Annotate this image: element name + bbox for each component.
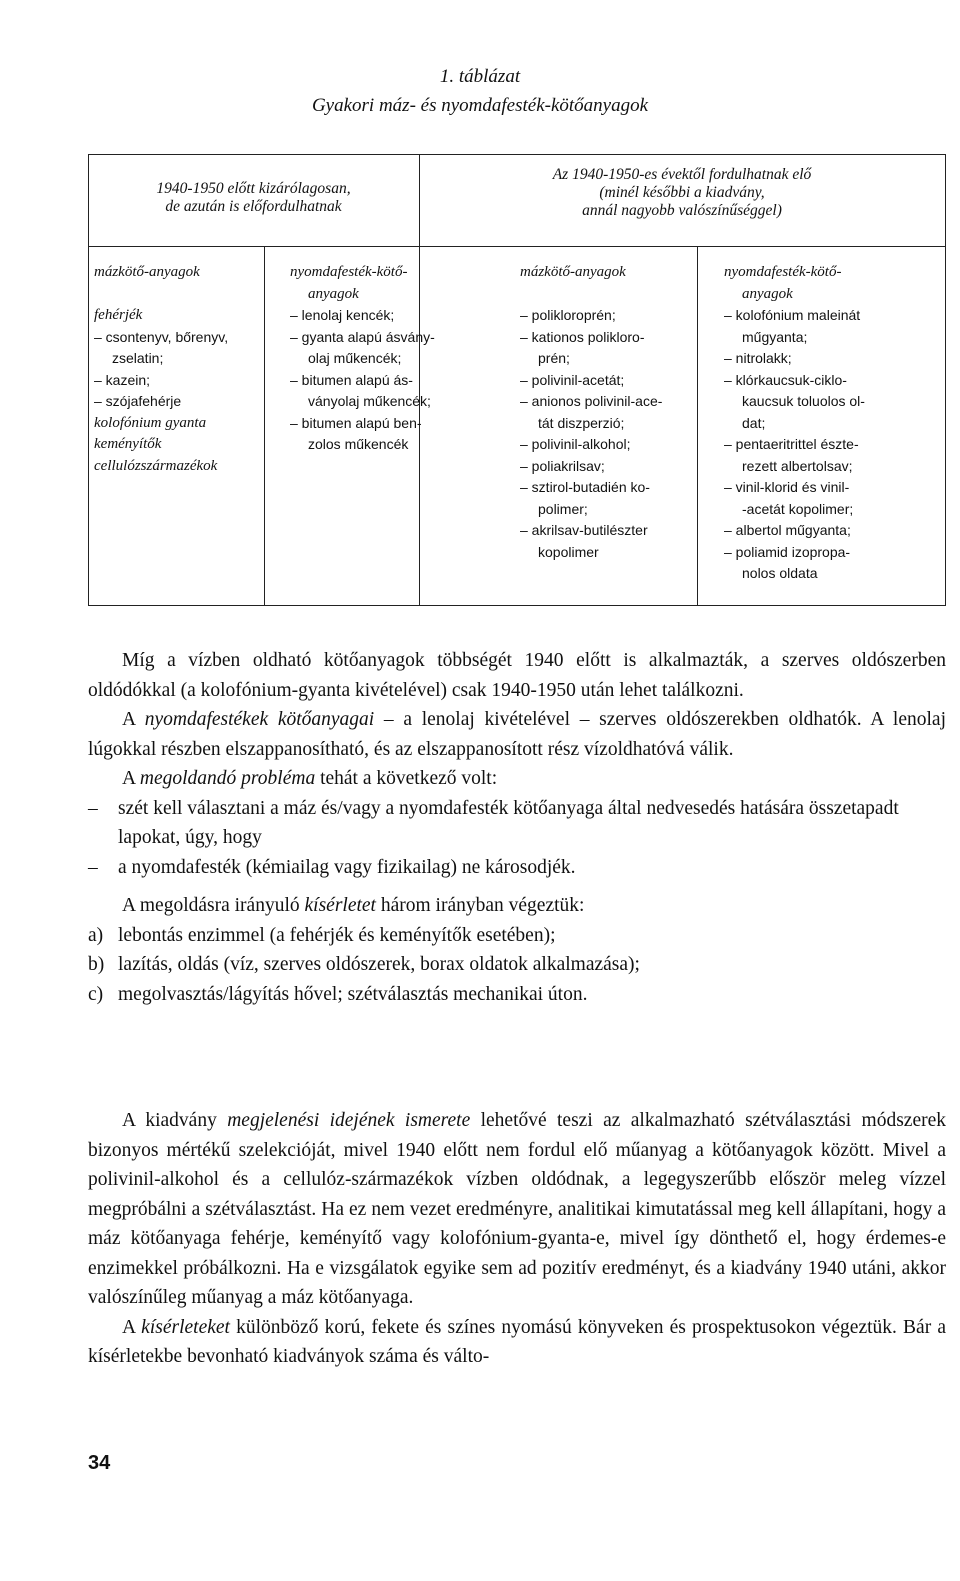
list-item-a: a) lebontás enzimmel (a fehérjék és keményítők esetében); bbox=[88, 924, 556, 946]
table-cell-line: – anionos polivinil-ace- bbox=[520, 393, 663, 409]
table-cell-line: – pentaeritrittel észte- bbox=[724, 436, 859, 452]
table-cell-line: nyomdafesték-kötő- bbox=[724, 264, 842, 280]
table-cell-line: zolos műkencék bbox=[308, 436, 409, 452]
table-cell-line: anyagok bbox=[308, 285, 359, 302]
paragraph-4: A megoldásra irányuló kísérletet három irányban végeztük: bbox=[122, 895, 585, 916]
page-number: 34 bbox=[88, 1452, 111, 1474]
table-right-border bbox=[945, 154, 946, 606]
list-item-b: b) lazítás, oldás (víz, szerves oldószerek, borax oldatok alkalmazása); bbox=[88, 954, 640, 975]
dash-item-1: – szét kell választani a máz és/vagy a nyomdafesték kötőanyaga által nedvesedés hatására összetapadt lapokat, úgy, hogy bbox=[88, 797, 899, 848]
table-cell-line: – polikloroprén; bbox=[520, 307, 616, 323]
table-cell-line: – kolofónium maleinát bbox=[724, 307, 861, 323]
table-cell-line: – bitumen alapú ás- bbox=[290, 371, 413, 388]
table-left-border bbox=[88, 154, 89, 606]
table-cell-line: – akrilsav-butilészter bbox=[520, 522, 648, 538]
table-cell-line: tát diszperzió; bbox=[538, 414, 625, 431]
column-new-glaze-binders bbox=[520, 262, 662, 563]
table-cell-line: olaj műkencék; bbox=[308, 350, 402, 366]
dash-item-2: – a nyomdafesték (kémiailag vagy fizikailag) ne károsodjék. bbox=[88, 856, 576, 878]
paragraph-3: A megoldandó probléma tehát a következő volt: bbox=[122, 768, 498, 789]
table-cell-line: rezett albertolsav; bbox=[742, 457, 853, 474]
table-cell-line: anyagok bbox=[742, 285, 793, 302]
table-cell-line: mázkötő-anyagok bbox=[520, 264, 626, 280]
column-old-ink-binders bbox=[290, 262, 435, 456]
table-cell-line: cellulózszármazékok bbox=[94, 457, 218, 474]
binders-table bbox=[88, 154, 946, 606]
table-cell-line: – bitumen alapú ben- bbox=[290, 414, 422, 431]
table-cell-line: – lenolaj kencék; bbox=[290, 307, 395, 323]
table-cell-line: – csontenyv, bőrenyv, bbox=[94, 328, 229, 345]
table-cell-line: – albertol műgyanta; bbox=[724, 522, 851, 538]
paragraph-1: Míg a vízben oldható kötőanyagok többségét 1940 előtt is alkalmazták, a szerves oldószerben oldódókkal (a kolofónium-gyanta kivételével) csak 1940-1950 után lehet találkozni. bbox=[88, 650, 946, 701]
table-cell-line: fehérjék bbox=[94, 307, 143, 323]
table-cell-line bbox=[94, 284, 228, 306]
table-cell-line: polimer; bbox=[538, 500, 588, 517]
caption-number: 1. táblázat bbox=[439, 66, 521, 87]
table-cell-line: -acetát kopolimer; bbox=[742, 500, 854, 517]
table-cell-line: – poliakrilsav; bbox=[520, 457, 605, 474]
table-cell-line bbox=[520, 284, 662, 306]
column-old-glaze-binders bbox=[94, 262, 228, 477]
table-cell-line: prén; bbox=[538, 350, 570, 366]
caption-title: Gyakori máz- és nyomdafesték-kötőanyagok bbox=[311, 95, 649, 116]
table-cell-line: mázkötő-anyagok bbox=[94, 264, 200, 280]
table-cell-line: – vinil-klorid és vinil- bbox=[724, 479, 850, 495]
table-cell-line: – nitrolakk; bbox=[724, 350, 792, 366]
table-cell-line: nyomdafesték-kötő- bbox=[290, 264, 408, 280]
table-caption bbox=[0, 62, 960, 120]
table-cell-line: – polivinil-alkohol; bbox=[520, 436, 631, 452]
body-text-top bbox=[88, 646, 946, 1009]
table-cell-line: – poliamid izopropa- bbox=[724, 543, 851, 560]
table-top-rule bbox=[88, 154, 946, 155]
table-cell-line: ványolaj műkencék; bbox=[308, 393, 431, 409]
table-cell-line: – polivinil-acetát; bbox=[520, 371, 625, 388]
header-before-1950: 1940-1950 előtt kizárólagosan, de azután is előfordulhatnak bbox=[156, 180, 351, 215]
table-cell-line: zselatin; bbox=[112, 350, 164, 366]
table-cell-line: – szójafehérje bbox=[94, 393, 182, 409]
header-after-1940: Az 1940-1950-es évektől fordulhatnak elő (minél későbbi a kiadvány, annál nagyobb valószínűséggel) bbox=[552, 166, 812, 219]
table-cell-line: – sztirol-butadién ko- bbox=[520, 479, 650, 495]
table-left-subdivider bbox=[264, 246, 265, 606]
table-bottom-rule bbox=[88, 605, 946, 606]
list-item-c: c) megolvasztás/lágyítás hővel; szétválasztás mechanikai úton. bbox=[88, 983, 588, 1005]
table-cell-line: kopolimer bbox=[538, 543, 599, 560]
table-cell-line: kaucsuk toluolos ol- bbox=[742, 393, 865, 409]
paragraph-6: A kísérleteket különböző korú, fekete és színes nyomású könyveken és prospektusokon végeztük. Bár a kísérletekbe bevonható kiadványok száma és válto- bbox=[88, 1316, 946, 1367]
table-cell-line: – klórkaucsuk-ciklo- bbox=[724, 371, 847, 388]
table-cell-line: – kazein; bbox=[94, 371, 151, 388]
table-cell-line: – kationos polikloro- bbox=[520, 328, 645, 345]
table-cell-line: – gyanta alapú ásvány- bbox=[290, 328, 435, 345]
table-cell-line: dat; bbox=[742, 414, 766, 431]
table-header-rule bbox=[88, 246, 946, 247]
body-text-bottom bbox=[88, 1106, 946, 1372]
column-new-ink-binders bbox=[724, 262, 865, 585]
table-cell-line: műgyanta; bbox=[742, 328, 808, 345]
paragraph-5: A kiadvány megjelenési idejének ismerete lehetővé teszi az alkalmazható szétválasztási módszerek bizonyos mértékű szelekcióját, mivel 1940 előtt nem fordul elő műanyag a kötőanyagok között. Mivel a polivinil-alkohol és a cellulóz-származékok vízben oldódnak, a legegyszerűbb először meleg vízzel megpróbálni a szétválasztást. Ha ez nem vezet eredményre, analitikai kimutatással meg kell állapítani, hogy a máz kötőanyaga fehérje, keményítő vagy kolofónium-gyanta-e, mivel így dönthető el, hogy érdemes-e enzimekkel próbálkozni. Ha e vizsgálatok egyike sem ad pozitív eredményt, és a kiadvány 1940 utáni, akkor valószínűleg műanyag a máz kötőanyaga. bbox=[88, 1110, 947, 1308]
table-cell-line: kolofónium gyanta bbox=[94, 414, 207, 431]
table-cell-line: nolos oldata bbox=[742, 565, 818, 581]
table-right-subdivider bbox=[697, 246, 698, 606]
table-cell-line: keményítők bbox=[94, 436, 162, 452]
paragraph-2: A nyomdafestékek kötőanyagai – a lenolaj kivételével – szerves oldószerekben oldhatók. A lenolaj lúgokkal részben elszappanosítható, és az elszappanosított rész vízoldhatóvá válik. bbox=[88, 709, 946, 760]
